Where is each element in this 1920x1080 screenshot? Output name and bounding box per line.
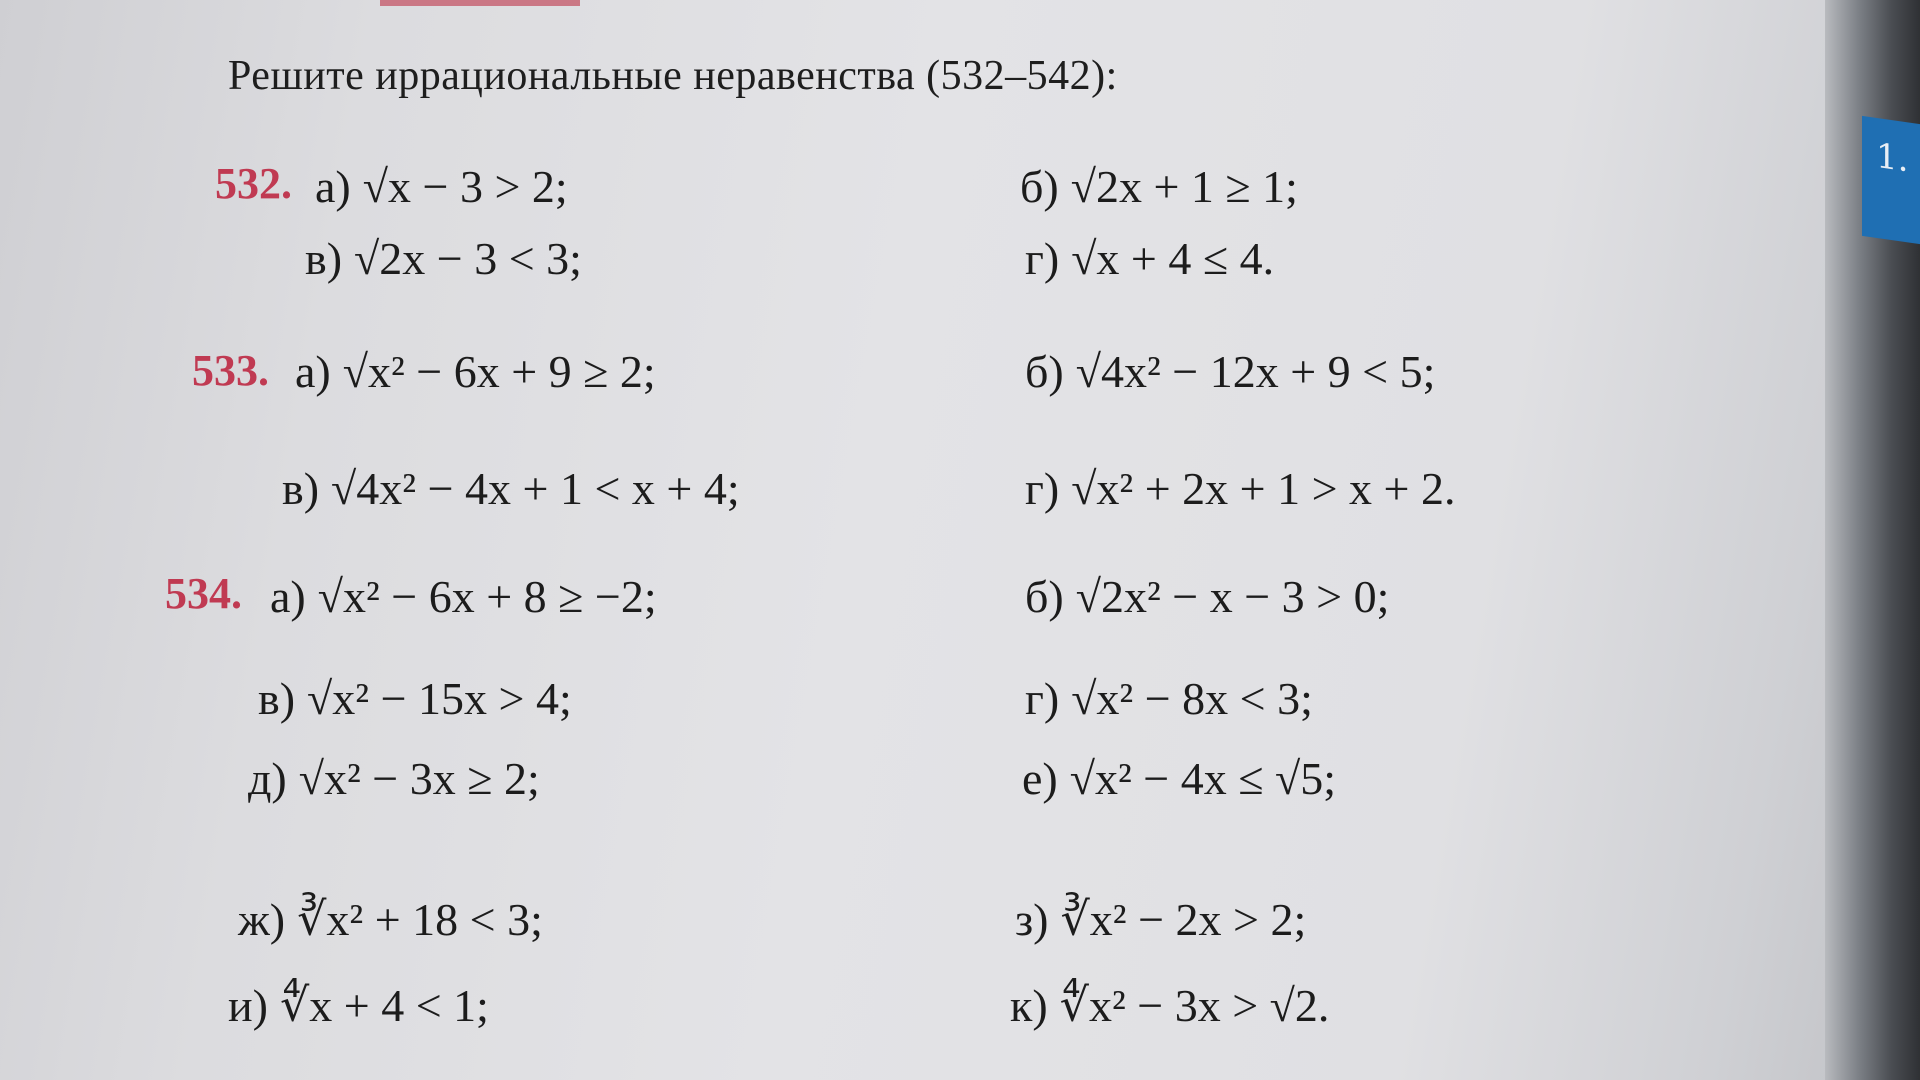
item-expression: √2x² − x − 3 > 0; bbox=[1075, 571, 1390, 622]
item-expression: √x² − 8x < 3; bbox=[1071, 673, 1313, 724]
problem-534-v bbox=[258, 672, 572, 725]
item-label: г) bbox=[1025, 463, 1060, 514]
item-expression: √x² + 2x + 1 > x + 2. bbox=[1071, 463, 1456, 514]
exercise-heading: Решите иррациональные неравенства (532–542): bbox=[228, 53, 1118, 99]
problem-532-v bbox=[305, 232, 582, 285]
item-expression: √2x + 1 ≥ 1; bbox=[1070, 161, 1298, 212]
item-label: б) bbox=[1025, 571, 1064, 622]
problem-number-534: 534. bbox=[165, 569, 242, 618]
item-label: а) bbox=[295, 346, 331, 397]
problem-532-a bbox=[315, 160, 568, 213]
page-top-accent bbox=[380, 0, 580, 6]
problem-533-a bbox=[295, 345, 656, 398]
item-label: г) bbox=[1025, 233, 1060, 284]
item-label: а) bbox=[315, 161, 351, 212]
item-label: б) bbox=[1020, 161, 1059, 212]
problem-534-e bbox=[1022, 752, 1336, 805]
problem-534-d bbox=[248, 752, 540, 805]
item-expression: √4x² − 12x + 9 < 5; bbox=[1075, 346, 1436, 397]
item-expression: √x − 3 > 2; bbox=[362, 161, 568, 212]
item-expression: √x² − 4x ≤ √5; bbox=[1069, 753, 1337, 804]
item-expression: √2x − 3 < 3; bbox=[354, 233, 582, 284]
item-expression: √x² − 6x + 8 ≥ −2; bbox=[317, 571, 657, 622]
item-expression: √x² − 6x + 9 ≥ 2; bbox=[342, 346, 656, 397]
problem-534-b bbox=[1025, 570, 1389, 623]
problem-533-b bbox=[1025, 345, 1435, 398]
problem-534-g bbox=[1025, 672, 1313, 725]
item-expression: ∛x² − 2x > 2; bbox=[1060, 894, 1307, 945]
item-label: а) bbox=[270, 571, 306, 622]
item-expression: ∛x² + 18 < 3; bbox=[297, 894, 543, 945]
item-label: б) bbox=[1025, 346, 1064, 397]
item-label: в) bbox=[282, 463, 320, 514]
problem-number-533: 533. bbox=[192, 346, 269, 395]
problem-532-b bbox=[1020, 160, 1298, 213]
chapter-tab-label: 1. bbox=[1876, 135, 1909, 181]
problem-number-532: 532. bbox=[215, 159, 292, 208]
chapter-tab bbox=[1862, 116, 1920, 244]
item-label: и) bbox=[228, 980, 268, 1031]
item-expression: √x + 4 ≤ 4. bbox=[1071, 233, 1275, 284]
problem-534-a bbox=[270, 570, 657, 623]
problem-533-g bbox=[1025, 462, 1456, 515]
item-label: е) bbox=[1022, 753, 1058, 804]
item-expression: √x² − 3x ≥ 2; bbox=[298, 753, 540, 804]
item-label: з) bbox=[1015, 894, 1049, 945]
item-label: г) bbox=[1025, 673, 1060, 724]
problem-534-k bbox=[1010, 978, 1329, 1032]
next-page-edge bbox=[1825, 0, 1920, 1080]
item-expression: √4x² − 4x + 1 < x + 4; bbox=[331, 463, 740, 514]
item-label: в) bbox=[258, 673, 296, 724]
item-label: в) bbox=[305, 233, 343, 284]
item-expression: ∜x² − 3x > √2. bbox=[1059, 980, 1330, 1031]
item-label: к) bbox=[1010, 980, 1048, 1031]
problem-532-g bbox=[1025, 232, 1274, 285]
problem-534-i bbox=[228, 978, 489, 1032]
item-expression: √x² − 15x > 4; bbox=[307, 673, 572, 724]
item-label: ж) bbox=[238, 894, 286, 945]
problem-534-z bbox=[1015, 892, 1306, 946]
item-label: д) bbox=[248, 753, 287, 804]
item-expression: ∜x + 4 < 1; bbox=[279, 980, 489, 1031]
problem-533-v bbox=[282, 462, 740, 515]
problem-534-zh bbox=[238, 892, 543, 946]
